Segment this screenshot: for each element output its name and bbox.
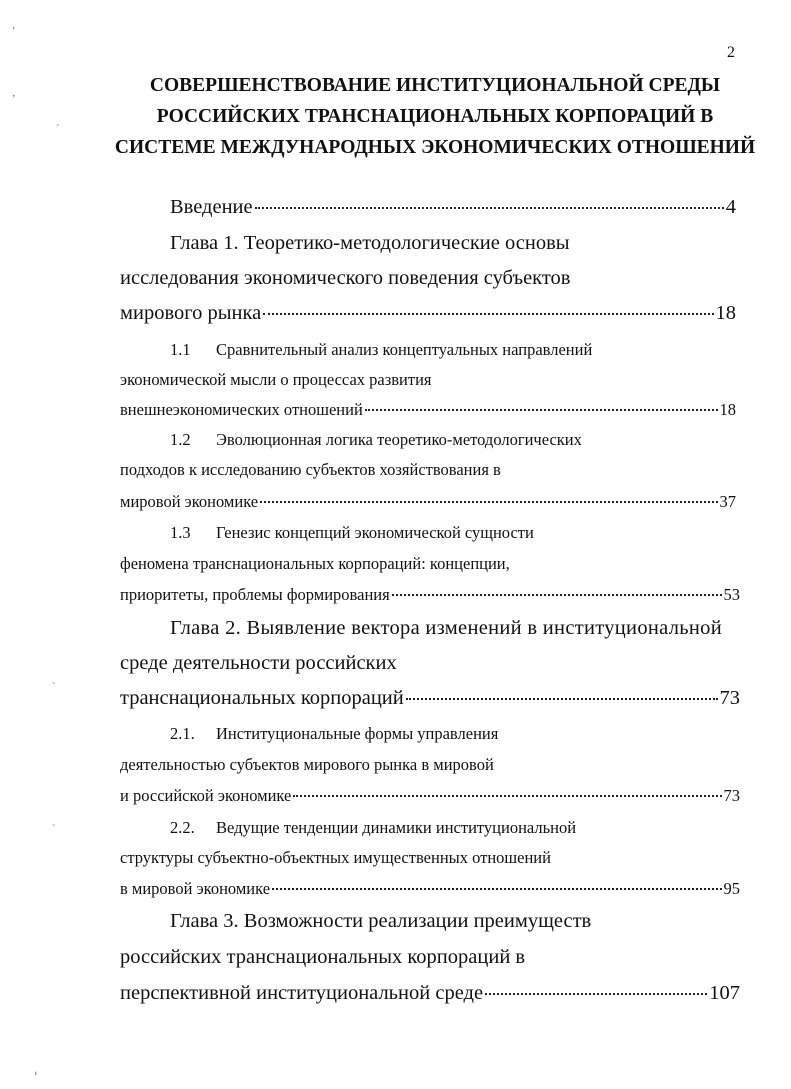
title-line: СИСТЕМЕ МЕЖДУНАРОДНЫХ ЭКОНОМИЧЕСКИХ ОТНОШЕНИЙ: [114, 137, 756, 158]
dot-leader: [365, 409, 718, 411]
toc-chapter-1[interactable]: [120, 302, 736, 325]
toc-entry-title: мирового рынка: [120, 302, 262, 324]
section-number: 1.1: [170, 340, 191, 359]
toc-section-1-1-line[interactable]: [170, 340, 592, 360]
toc-section-2-1-line[interactable]: [170, 724, 498, 744]
scan-mark: ʼ: [12, 26, 16, 37]
scan-mark: ˋ: [56, 124, 60, 135]
toc-section-1-2[interactable]: [120, 492, 736, 512]
toc-entry-title: мировой экономике: [120, 492, 259, 511]
dot-leader: [260, 501, 717, 503]
toc-chapter-1-line[interactable]: Глава 1. Теоретико-методологические основы: [170, 232, 570, 254]
toc-chapter-2[interactable]: [120, 687, 740, 710]
section-title: Генезис концепций экономической сущности: [216, 523, 534, 542]
section-number: 2.1.: [170, 724, 195, 743]
section-title: Институциональные формы управления: [216, 724, 499, 743]
toc-entry-intro[interactable]: [170, 196, 736, 219]
dot-leader: [272, 888, 721, 890]
scan-mark: ʼ: [12, 94, 16, 105]
dot-leader: [263, 313, 713, 315]
toc-section-2-2-line[interactable]: структуры субъектно-объектных имущественных отношений: [120, 848, 551, 867]
toc-page-number: 53: [723, 585, 740, 604]
scan-mark: ˋ: [52, 824, 56, 835]
toc-chapter-1-line[interactable]: исследования экономического поведения субъектов: [120, 267, 571, 289]
toc-section-2-1-line[interactable]: деятельностью субъектов мирового рынка в мировой: [120, 755, 494, 774]
toc-page-number: 18: [719, 400, 736, 419]
toc-entry-title: внешнеэкономических отношений: [120, 400, 363, 419]
toc-entry-title: Введение: [170, 196, 253, 218]
toc-entry-title: приоритеты, проблемы формирования: [120, 585, 390, 604]
section-number: 1.2: [170, 430, 191, 449]
toc-entry-title: транснациональных корпораций: [120, 687, 404, 709]
toc-page-number: 73: [719, 687, 740, 709]
toc-entry-title: перспективной институциональной среде: [120, 982, 484, 1004]
toc-entry-title: в мировой экономике: [120, 879, 271, 898]
dot-leader: [293, 795, 721, 797]
toc-entry-title: и российской экономике: [120, 786, 292, 805]
toc-page-number: 73: [723, 786, 740, 805]
scan-mark: ›: [34, 1068, 38, 1079]
toc-chapter-3-line[interactable]: Глава 3. Возможности реализации преимуществ: [170, 910, 592, 932]
toc-page-number: 107: [709, 982, 740, 1004]
toc-chapter-2-line[interactable]: Глава 2. Выявление вектора изменений в институциональной: [170, 617, 722, 639]
toc-section-1-3-line[interactable]: феномена транснациональных корпораций: концепции,: [120, 554, 510, 573]
section-number: 2.2.: [170, 818, 195, 837]
scan-mark: ˋ: [52, 682, 56, 693]
toc-section-1-1-line[interactable]: экономической мысли о процессах развития: [120, 370, 432, 389]
title-line: СОВЕРШЕНСТВОВАНИЕ ИНСТИТУЦИОНАЛЬНОЙ СРЕДЫ: [149, 75, 721, 96]
section-title: Ведущие тенденции динамики институциональной: [216, 818, 577, 837]
toc-page-number: 95: [723, 879, 740, 898]
section-title: Эволюционная логика теоретико-методологических: [216, 430, 582, 449]
document-title: [100, 70, 770, 163]
toc-page-number: 18: [715, 302, 736, 324]
toc-section-2-2[interactable]: [120, 879, 740, 899]
toc-chapter-3-line[interactable]: российских транснациональных корпораций в: [120, 946, 526, 968]
dot-leader: [255, 207, 724, 209]
toc-section-2-1[interactable]: [120, 786, 740, 806]
toc-section-1-2-line[interactable]: [170, 430, 582, 450]
toc-section-2-2-line[interactable]: [170, 818, 576, 838]
toc-page-number: 4: [725, 196, 736, 218]
section-number: 1.3: [170, 523, 191, 542]
section-title: Сравнительный анализ концептуальных направлений: [216, 340, 593, 359]
dot-leader: [392, 594, 722, 596]
dot-leader: [485, 993, 707, 995]
toc-section-1-1[interactable]: [120, 400, 736, 420]
toc-chapter-3[interactable]: [120, 982, 740, 1005]
dot-leader: [406, 698, 718, 700]
toc-section-1-2-line[interactable]: подходов к исследованию субъектов хозяйствования в: [120, 460, 501, 479]
page-number: 2: [727, 44, 735, 61]
toc-page-number: 37: [719, 492, 736, 511]
title-line: РОССИЙСКИХ ТРАНСНАЦИОНАЛЬНЫХ КОРПОРАЦИЙ В: [156, 106, 714, 127]
toc-chapter-2-line[interactable]: среде деятельности российских: [120, 652, 397, 674]
toc-section-1-3[interactable]: [120, 585, 740, 605]
toc-section-1-3-line[interactable]: [170, 523, 534, 543]
